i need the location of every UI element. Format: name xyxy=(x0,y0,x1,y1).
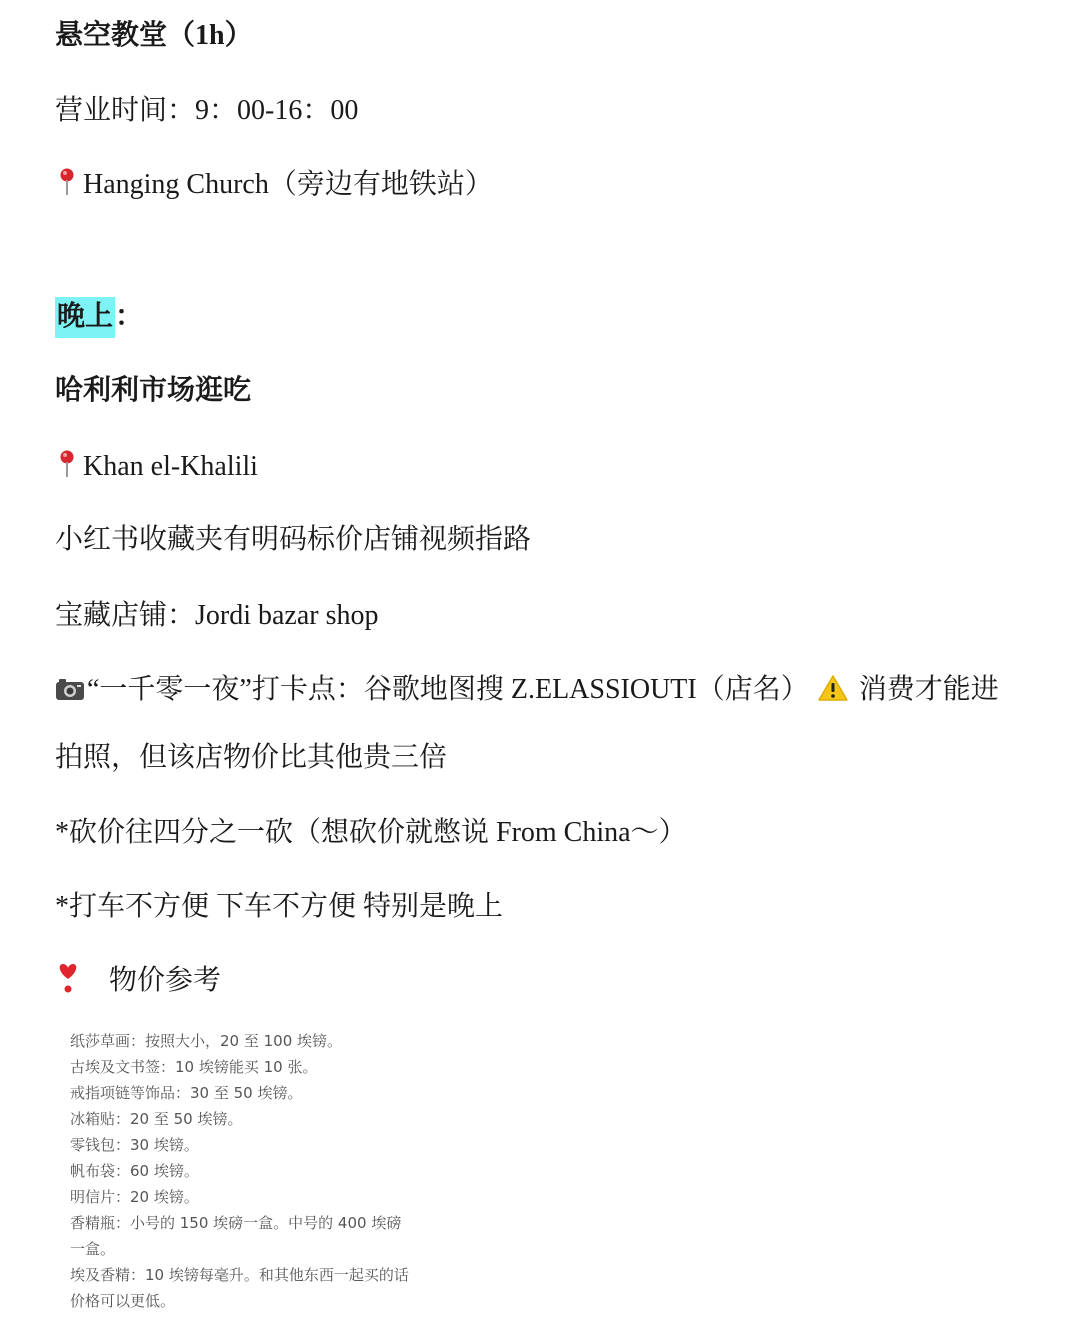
price-item: 帆布袋：60 埃镑。 xyxy=(70,1162,199,1180)
price-item: 零钱包：30 埃镑。 xyxy=(70,1136,199,1154)
bargain-tip: *砍价往四分之一砍（想砍价就憋说 From China～） xyxy=(55,817,687,848)
price-item: 戒指项链等饰品：30 至 50 埃镑。 xyxy=(70,1084,303,1102)
price-item: 纸莎草画：按照大小，20 至 100 埃镑。 xyxy=(70,1032,343,1050)
evening-label: 晚上 xyxy=(55,297,115,338)
price-reference-title: 物价参考 xyxy=(109,965,222,996)
photo-spot xyxy=(55,670,999,710)
price-item: 一盒。 xyxy=(70,1240,116,1258)
price-list-image xyxy=(70,1028,470,1314)
price-item: 古埃及文书签：10 埃镑能买 10 张。 xyxy=(70,1058,318,1076)
location-text: Hanging Church（旁边有地铁站） xyxy=(83,169,493,200)
evening-colon: ： xyxy=(115,301,144,332)
price-item: 明信片：20 埃镑。 xyxy=(70,1188,199,1206)
price-reference-heading xyxy=(55,961,221,1001)
price-item: 香精瓶：小号的 150 埃磅一盒。中号的 400 埃磅 xyxy=(70,1214,402,1232)
round-pushpin-icon xyxy=(55,167,79,197)
warning-icon xyxy=(817,674,849,702)
location-khan-el-khalili xyxy=(55,447,258,487)
photo-spot-end: 消费才能进 xyxy=(858,674,999,705)
photo-spot-continued: 拍照，但该店物价比其他贵三倍 xyxy=(55,742,448,773)
camera-icon xyxy=(55,677,85,701)
section-title-hanging-church: 悬空教堂（1h） xyxy=(55,20,253,51)
heavy-heart-exclamation-icon xyxy=(55,962,81,994)
xhs-tip: 小红书收藏夹有明码标价店铺视频指路 xyxy=(55,524,532,555)
evening-heading xyxy=(55,297,143,337)
location-hanging-church xyxy=(55,165,493,205)
section-title-market: 哈利利市场逛吃 xyxy=(55,375,252,406)
treasure-shop: 宝藏店铺：Jordi bazar shop xyxy=(55,600,379,631)
price-item: 埃及香精：10 埃镑每毫升。和其他东西一起买的话 xyxy=(70,1266,409,1284)
photo-spot-text: “一千零一夜”打卡点：谷歌地图搜 Z.ELASSIOUTI（店名） xyxy=(87,674,809,705)
round-pushpin-icon xyxy=(55,449,79,479)
price-item: 价格可以更低。 xyxy=(70,1292,176,1310)
price-item: 冰箱贴：20 至 50 埃镑。 xyxy=(70,1110,243,1128)
opening-hours: 营业时间：9：00-16：00 xyxy=(55,95,359,126)
taxi-tip: *打车不方便 下车不方便 特别是晚上 xyxy=(55,891,504,922)
location-text: Khan el-Khalili xyxy=(83,451,258,482)
